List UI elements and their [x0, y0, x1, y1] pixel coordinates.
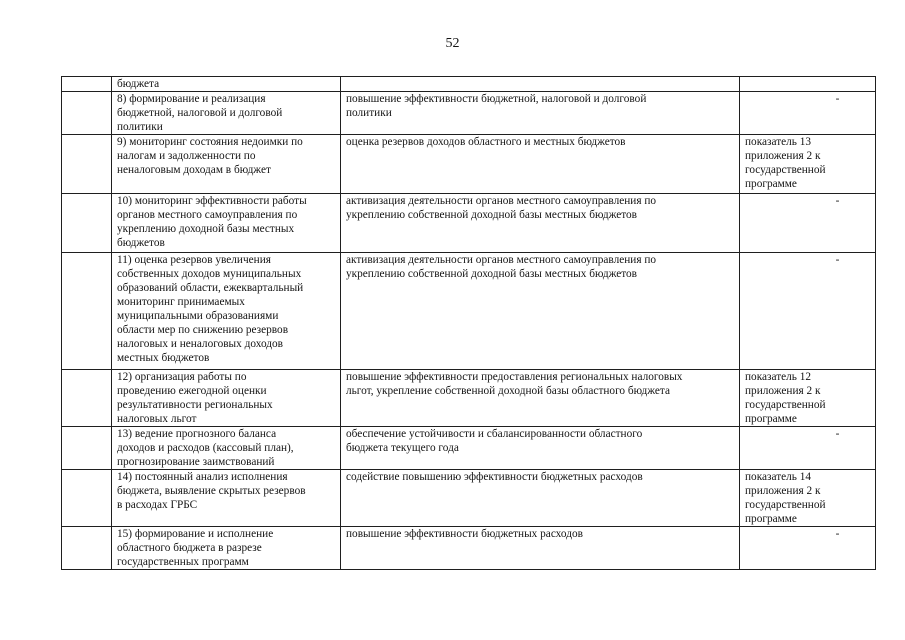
table-row: [62, 253, 876, 370]
task-cell: 9) мониторинг состояния недоимки по налогам и задолженности по неналоговым доходам в бюджет: [112, 135, 341, 194]
task-cell: 10) мониторинг эффективности работы органов местного самоуправления по укреплению доходной базы местных бюджетов: [112, 194, 341, 253]
task-cell: 14) постоянный анализ исполнения бюджета, выявление скрытых резервов в расходах ГРБС: [112, 470, 341, 527]
number-cell: [62, 527, 112, 570]
task-cell: 15) формирование и исполнение областного бюджета в разрезе государственных программ: [112, 527, 341, 570]
page-number: 52: [445, 36, 460, 51]
number-cell: [62, 194, 112, 253]
indicator-cell: -: [740, 427, 876, 470]
indicator-cell: -: [740, 527, 876, 570]
result-cell: оценка резервов доходов областного и местных бюджетов: [341, 135, 740, 194]
result-cell: повышение эффективности бюджетной, налоговой и долговой политики: [341, 92, 740, 135]
table-row: [62, 427, 876, 470]
indicator-cell: показатель 14 приложения 2 к государственной программе: [740, 470, 876, 527]
result-cell: обеспечение устойчивости и сбалансированности областного бюджета текущего года: [341, 427, 740, 470]
result-cell: активизация деятельности органов местного самоуправления по укреплению собственной доходной базы местных бюджетов: [341, 194, 740, 253]
number-cell: [62, 370, 112, 427]
indicator-cell: -: [740, 92, 876, 135]
table-row: [62, 135, 876, 194]
task-cell: 13) ведение прогнозного баланса доходов и расходов (кассовый план), прогнозирование заимствований: [112, 427, 341, 470]
indicator-cell: -: [740, 253, 876, 370]
indicator-cell: [740, 77, 876, 92]
table-row: [62, 370, 876, 427]
task-cell: бюджета: [112, 77, 341, 92]
number-cell: [62, 77, 112, 92]
number-cell: [62, 135, 112, 194]
table-row: [62, 194, 876, 253]
table-row: [62, 92, 876, 135]
result-cell: повышение эффективности бюджетных расходов: [341, 527, 740, 570]
table-row: [62, 527, 876, 570]
indicator-cell: показатель 12 приложения 2 к государственной программе: [740, 370, 876, 427]
number-cell: [62, 92, 112, 135]
indicator-cell: показатель 13 приложения 2 к государственной программе: [740, 135, 876, 194]
result-cell: активизация деятельности органов местного самоуправления по укреплению собственной доходной базы местных бюджетов: [341, 253, 740, 370]
result-cell: повышение эффективности предоставления региональных налоговых льгот, укрепление собственной доходной базы областного бюджета: [341, 370, 740, 427]
table-row: [62, 77, 876, 92]
indicator-cell: -: [740, 194, 876, 253]
task-cell: 8) формирование и реализация бюджетной, налоговой и долговой политики: [112, 92, 341, 135]
result-cell: содействие повышению эффективности бюджетных расходов: [341, 470, 740, 527]
task-cell: 11) оценка резервов увеличения собственных доходов муниципальных образований области, ежеквартальный мониторинг принимаемых муниципальными образованиями области мер по снижению резервов налоговых и неналоговых доходов местных бюджетов: [112, 253, 341, 370]
task-cell: 12) организация работы по проведению ежегодной оценки результативности региональных налоговых льгот: [112, 370, 341, 427]
number-cell: [62, 427, 112, 470]
number-cell: [62, 253, 112, 370]
table-row: [62, 470, 876, 527]
number-cell: [62, 470, 112, 527]
measures-table: [61, 76, 876, 570]
result-cell: [341, 77, 740, 92]
